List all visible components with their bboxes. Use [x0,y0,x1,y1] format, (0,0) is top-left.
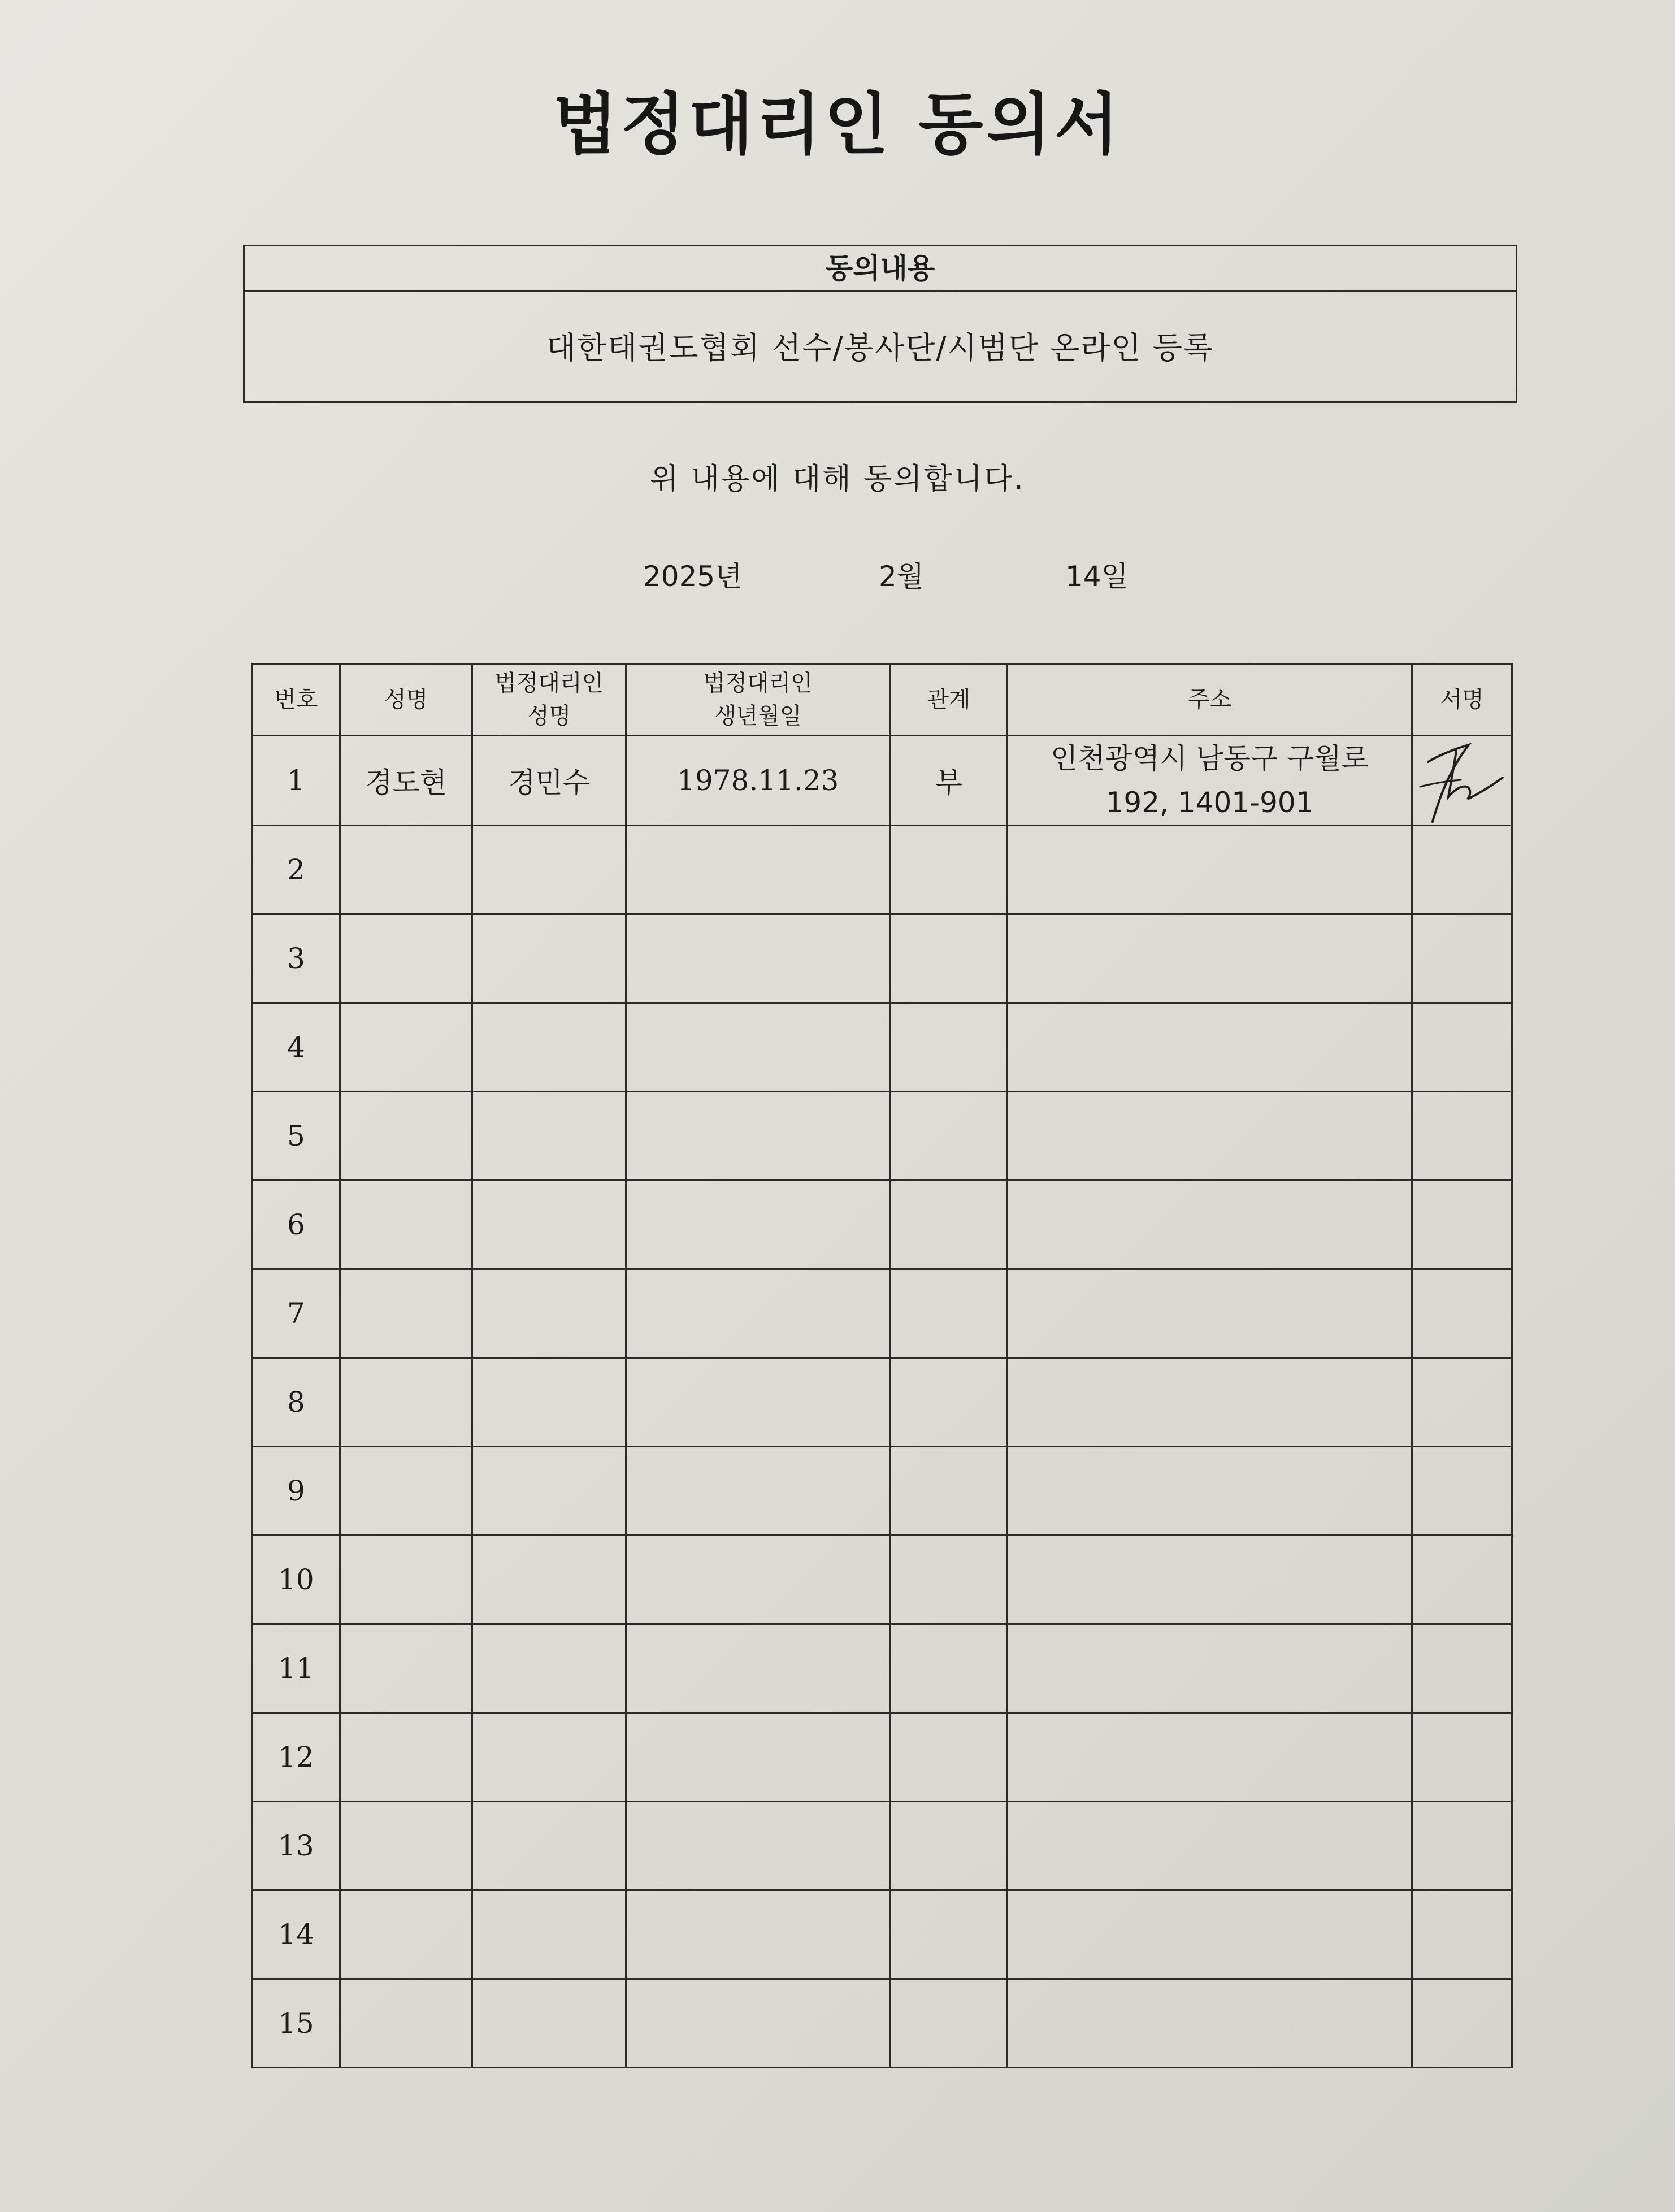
cell-guardian-name [472,1447,626,1536]
cell-guardian-birth [626,1092,890,1181]
cell-no: 14 [253,1890,340,1979]
cell-name [340,1447,472,1536]
cell-signature [1412,1624,1512,1713]
cell-guardian-name: 경민수 [472,736,626,826]
table-row [253,826,1512,914]
header-guardian-birth-line2: 생년월일 [714,703,802,729]
consent-box [243,245,1517,403]
cell-guardian-birth [626,1181,890,1269]
table-row [253,1447,1512,1536]
header-guardian-name-line2: 성명 [527,703,571,729]
cell-guardian-name [472,1269,626,1358]
header-name: 성명 [340,664,472,736]
table-row [253,1181,1512,1269]
cell-name [340,1979,472,2068]
table-row [253,1802,1512,1890]
cell-no: 2 [253,826,340,914]
cell-relation [890,1358,1008,1447]
cell-address [1008,1802,1412,1890]
cell-guardian-birth [626,1713,890,1802]
cell-signature [1412,1802,1512,1890]
cell-no: 6 [253,1181,340,1269]
table-row [253,1092,1512,1181]
consent-content: 대한태권도협회 선수/봉사단/시범단 온라인 등록 [546,330,1214,366]
cell-relation [890,1890,1008,1979]
cell-no: 10 [253,1536,340,1624]
table-row [253,736,1512,826]
header-guardian-name [472,664,626,736]
cell-relation [890,914,1008,1003]
cell-address [1008,1092,1412,1181]
cell-relation [890,1979,1008,2068]
date-month: 2월 [879,560,925,593]
cell-name: 경도현 [340,736,472,826]
cell-signature [1412,826,1512,914]
cell-guardian-birth [626,1624,890,1713]
header-relation: 관계 [890,664,1008,736]
cell-relation [890,1003,1008,1092]
cell-name [340,1003,472,1092]
cell-guardian-name [472,1358,626,1447]
table-row [253,914,1512,1003]
date-year: 2025년 [643,560,743,593]
cell-no: 8 [253,1358,340,1447]
cell-guardian-name [472,1890,626,1979]
cell-no: 5 [253,1092,340,1181]
cell-name [340,1713,472,1802]
cell-guardian-name [472,1092,626,1181]
table-row [253,1713,1512,1802]
guardian-table [251,663,1513,2068]
cell-guardian-birth: 1978.11.23 [626,736,890,826]
cell-guardian-name [472,914,626,1003]
cell-signature [1412,1269,1512,1358]
cell-signature [1412,1447,1512,1536]
cell-name [340,1890,472,1979]
address-line-2: 192, 1401-901 [1105,786,1314,819]
cell-relation [890,1624,1008,1713]
cell-no: 9 [253,1447,340,1536]
cell-no: 4 [253,1003,340,1092]
cell-no: 12 [253,1713,340,1802]
cell-signature [1412,1358,1512,1447]
cell-guardian-birth [626,1003,890,1092]
cell-no: 1 [253,736,340,826]
cell-address [1008,914,1412,1003]
cell-no: 3 [253,914,340,1003]
cell-name [340,1536,472,1624]
cell-guardian-name [472,1003,626,1092]
cell-address [1008,1358,1412,1447]
cell-relation [890,1802,1008,1890]
cell-address [1008,826,1412,914]
cell-guardian-name [472,1181,626,1269]
cell-address [1008,1979,1412,2068]
table-row [253,1624,1512,1713]
cell-no: 11 [253,1624,340,1713]
cell-guardian-birth [626,1536,890,1624]
cell-relation [890,1447,1008,1536]
cell-signature [1412,1979,1512,2068]
cell-address [1008,1624,1412,1713]
cell-relation [890,1092,1008,1181]
cell-relation [890,1181,1008,1269]
cell-relation [890,1269,1008,1358]
cell-no: 13 [253,1802,340,1890]
cell-guardian-birth [626,1979,890,2068]
cell-signature [1412,1713,1512,1802]
cell-relation [890,1536,1008,1624]
address-line-1: 인천광역시 남동구 구월로 [1051,742,1369,775]
cell-name [340,1802,472,1890]
cell-signature [1412,1181,1512,1269]
cell-address [1008,1890,1412,1979]
cell-name [340,1092,472,1181]
cell-signature [1412,914,1512,1003]
cell-signature [1412,1890,1512,1979]
cell-signature [1412,1536,1512,1624]
table-row [253,1979,1512,2068]
cell-relation [890,826,1008,914]
header-guardian-birth-line1: 법정대리인 [703,670,813,696]
cell-name [340,1181,472,1269]
cell-guardian-name [472,1624,626,1713]
cell-address [1008,1536,1412,1624]
cell-name [340,1624,472,1713]
cell-address [1008,1447,1412,1536]
cell-guardian-name [472,1979,626,2068]
cell-guardian-birth [626,1447,890,1536]
cell-name [340,826,472,914]
consent-header: 동의내용 [245,246,1516,292]
header-address: 주소 [1008,664,1412,736]
cell-guardian-name [472,1713,626,1802]
document-title: 법정대리인 동의서 [553,85,1122,163]
cell-signature [1412,1092,1512,1181]
agreement-text: 위 내용에 대해 동의합니다. [650,462,1025,496]
handwritten-signature [1417,738,1507,823]
cell-signature [1412,736,1512,826]
cell-guardian-name [472,1802,626,1890]
date-day: 14일 [1065,560,1129,593]
table-row [253,1269,1512,1358]
header-guardian-name-line1: 법정대리인 [494,670,604,696]
table-row [253,1890,1512,1979]
cell-relation [890,1713,1008,1802]
cell-address [1008,1003,1412,1092]
cell-guardian-name [472,826,626,914]
header-signature: 서명 [1412,664,1512,736]
table-row [253,1003,1512,1092]
cell-no: 15 [253,1979,340,2068]
cell-address [1008,1181,1412,1269]
cell-name [340,1358,472,1447]
cell-guardian-birth [626,826,890,914]
cell-guardian-birth [626,1802,890,1890]
cell-address [1008,1269,1412,1358]
cell-no: 7 [253,1269,340,1358]
cell-guardian-birth [626,1269,890,1358]
cell-guardian-birth [626,1890,890,1979]
cell-guardian-birth [626,914,890,1003]
cell-guardian-name [472,1536,626,1624]
cell-name [340,1269,472,1358]
cell-address [1008,736,1412,826]
cell-name [340,914,472,1003]
table-header-row [253,664,1512,736]
table-row [253,1358,1512,1447]
cell-guardian-birth [626,1358,890,1447]
cell-relation: 부 [890,736,1008,826]
cell-address [1008,1713,1412,1802]
header-guardian-birth [626,664,890,736]
header-no: 번호 [253,664,340,736]
cell-signature [1412,1003,1512,1092]
table-row [253,1536,1512,1624]
